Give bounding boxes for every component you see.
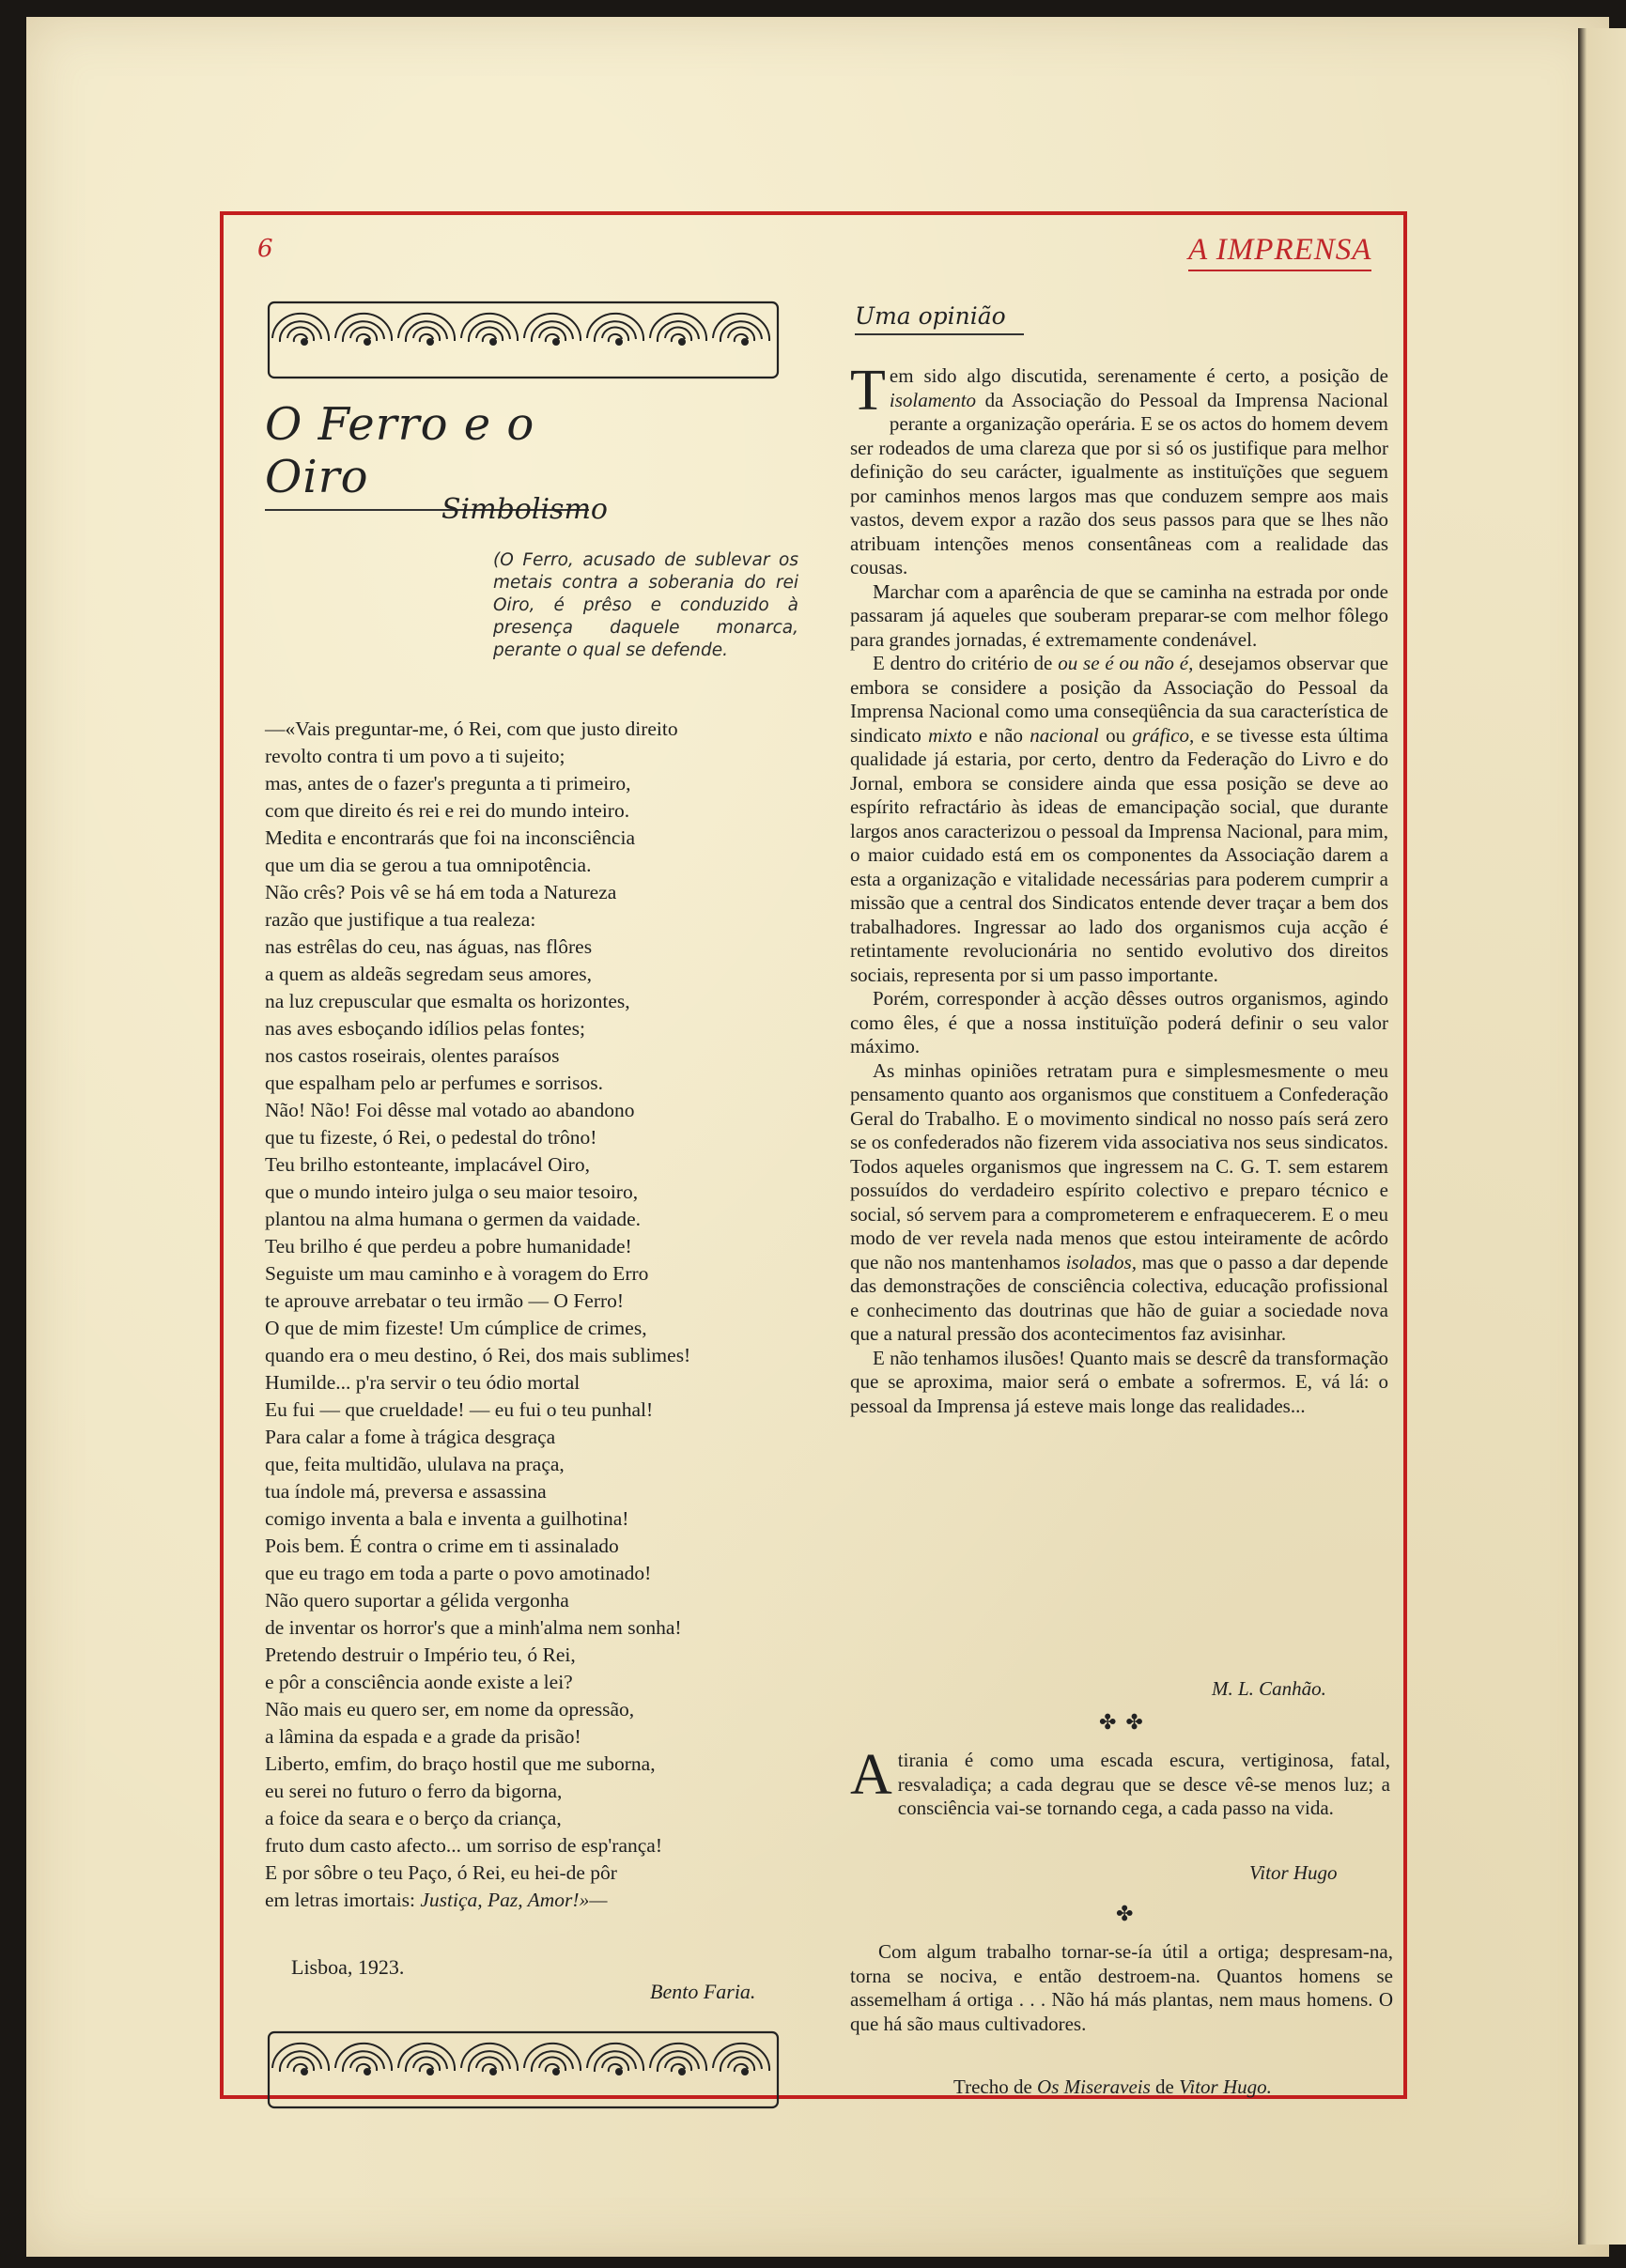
poem-line: a foice da seara e o berço da criança, (265, 1807, 562, 1829)
poem-line: Para calar a fome à trágica desgraça (265, 1426, 556, 1448)
poem-line: eu serei no futuro o ferro da bigorna, (265, 1780, 563, 1802)
rose-icon (461, 314, 518, 345)
rose-icon (587, 2044, 643, 2075)
poem-line: Medita e encontrarás que foi na inconsciência (265, 826, 635, 849)
poem-line: a quem as aldeãs segredam seus amores, (265, 963, 593, 985)
page-number: 6 (257, 235, 273, 263)
nettle-quote: Com algum trabalho tornar-se-ía útil a ortiga; despresam-na, torna se nociva, e então destroem-na. Quantos homens se assemelham á ortiga . . . Não há más plantas, nem maus homens. O que há são maus cultivadores. (850, 1940, 1393, 2035)
poem-line: de inventar os horror's que a minh'alma nem sonha! (265, 1616, 682, 1639)
poem-line: O que de mim fizeste! Um cúmplice de crimes, (265, 1317, 647, 1339)
fleuron-icon: ✤ (1116, 1903, 1143, 1926)
rose-icon (587, 314, 643, 345)
poem-line: quando era o meu destino, ó Rei, dos mais sublimes! (265, 1344, 691, 1366)
rose-ornament-band-bottom (265, 2029, 782, 2111)
tyranny-quote: Atirania é como uma escada escura, vertiginosa, fatal, resvaladiça; a cada degrau que se desce vê-se menos luz; a consciência vai-se tornando cega, a cada passo na vida. (850, 1743, 1390, 1819)
rose-icon (713, 2044, 769, 2075)
poem-line: a lâmina da espada e a grade da prisão! (265, 1725, 581, 1748)
poem-line: te aprouve arrebatar o teu irmão — O Ferro! (265, 1289, 625, 1312)
nettle-quote-source: Trecho de Os Miseraveis de Vitor Hugo. (953, 2075, 1272, 2098)
poem-line: que eu trago em toda a parte o povo amotinado! (265, 1562, 652, 1584)
poem-body (265, 716, 810, 1914)
poem-line: nos castos roseirais, olentes paraísos (265, 1044, 560, 1067)
fleuron-icon: ✤✤ (1099, 1711, 1153, 1735)
poem-subtitle: Simbolismo (441, 493, 608, 526)
poem-line: tua índole má, preversa e assassina (265, 1480, 547, 1503)
poem-line: E por sôbre o teu Paço, ó Rei, eu hei-de pôr (265, 1861, 617, 1884)
next-page-edge (1578, 28, 1626, 2245)
rose-icon (461, 2044, 518, 2075)
poem-line: fruto dum casto afecto... um sorriso de esp'rança! (265, 1834, 662, 1857)
poem-line: nas aves esboçando idílios pelas fontes; (265, 1017, 585, 1040)
essay-paragraph: Porém, corresponder à acção dêsses outros organismos, agindo como êles, é que a nossa instituïção poderá definir o seu valor máximo. (850, 987, 1388, 1057)
rose-icon (335, 2044, 392, 2075)
poem-line: Eu fui — que crueldade! — eu fui o teu punhal! (265, 1398, 654, 1421)
poem-intro: (O Ferro, acusado de sublevar os metais contra a soberania do rei Oiro, é prêso e conduzido à presença daquele monarca, perante o qual se defende. (493, 550, 798, 660)
rose-icon (398, 2044, 455, 2075)
poem-line: com que direito és rei e rei do mundo inteiro. (265, 799, 630, 822)
rose-ornament-band-top (265, 299, 782, 381)
poem-line: na luz crepuscular que esmalta os horizontes, (265, 990, 630, 1012)
poem-line: que um dia se gerou a tua omnipotência. (265, 854, 592, 876)
rose-icon (650, 314, 706, 345)
poem-author: Bento Faria. (650, 1980, 756, 2003)
poem-line: Pretendo destruir o Império teu, ó Rei, (265, 1643, 576, 1666)
poem-line: que tu fizeste, ó Rei, o pedestal do trôno! (265, 1126, 597, 1149)
essay-title: Uma opinião (855, 302, 1024, 335)
poem-line: Seguiste um mau caminho e à voragem do Erro (265, 1262, 649, 1285)
essay-paragraph: Tem sido algo discutida, serenamente é certo, a posição de isolamento da Associação do Pessoal da Imprensa Nacional perante a organização operária. E se os actos do homem devem ser rodeados de uma clareza que por si só os justifique para melhor definição do seu carácter, igualmente as instituïções que seguem por caminhos menos largos mas que conduzem sempre aos mais vastos, devem expor a razão dos seus passos para que se lhes não atribuam intenções menos consentâneas com a realidade das cousas. (850, 359, 1388, 579)
poem-line: que, feita multidão, ululava na praça, (265, 1453, 565, 1475)
poem-line: e pôr a consciência aonde existe a lei? (265, 1671, 573, 1693)
poem-line: mas, antes de o fazer's pregunta a ti primeiro, (265, 772, 631, 795)
poem-line: Não mais eu quero ser, em nome da opressão, (265, 1698, 635, 1720)
rose-icon (272, 314, 329, 345)
quote-dropcap: A (850, 1743, 892, 1807)
rose-icon (713, 314, 769, 345)
poem-line: Pois bem. É contra o crime em ti assinalado (265, 1535, 619, 1557)
essay-body (850, 359, 1389, 1418)
poem-line: razão que justifique a tua realeza: (265, 908, 536, 931)
poem-line: plantou na alma humana o germen da vaidade. (265, 1208, 641, 1230)
rose-icon (524, 2044, 581, 2075)
poem-line: em letras imortais: Justiça, Paz, Amor!»— (265, 1889, 608, 1911)
poem-place-date: Lisboa, 1923. (291, 1955, 405, 1979)
poem-line: Teu brilho estonteante, implacável Oiro, (265, 1153, 590, 1176)
poem-line: que espalham pelo ar perfumes e sorrisos. (265, 1072, 604, 1094)
poem-line: comigo inventa a bala e inventa a guilhotina! (265, 1507, 629, 1530)
journal-name: A IMPRENSA (1188, 233, 1371, 271)
essay-paragraph: Marchar com a aparência de que se caminha na estrada por onde passaram já aqueles que souberam preparar-se com melhor fôlego para grandes jornadas, é extremamente condenável. (850, 579, 1388, 651)
rose-icon (524, 314, 581, 345)
poem-line: Não crês? Pois vê se há em toda a Natureza (265, 881, 617, 903)
poem-line: Liberto, emfim, do braço hostil que me suborna, (265, 1752, 656, 1775)
essay-paragraph: As minhas opiniões retratam pura e simplesmesmente o meu pensamento quanto aos organismos que constituem a Confederação Geral do Trabalho. E o movimento sindical no nosso país será zero se os confederados não fizerem vida associativa nos seus sindicatos. Todos aqueles organismos que ingressem na C. G. T. sem estarem possuídos do verdadeiro espírito colectivo e preparo técnico e social, só servem para a comprometerem e enfraquecerem. E o meu modo de ver revela nada menos que estou inteiramente de acôrdo que não nos mantenhamos isolados, mas que o passo a dar depende das demonstrações de consciência colectiva, educação profissional e conhecimento das doutrinas que hão de guiar a sociedade nova que a natural pressão dos acontecimentos faz avisinhar. (850, 1058, 1389, 1345)
poem-title: O Ferro e o Oiro (265, 398, 589, 511)
rose-icon (398, 314, 455, 345)
poem-line: Não quero suportar a gélida vergonha (265, 1589, 569, 1612)
poem-line: nas estrêlas do ceu, nas águas, nas flôres (265, 935, 593, 958)
poem-line: —«Vais preguntar-me, ó Rei, com que justo direito (265, 717, 678, 740)
rose-icon (335, 314, 392, 345)
essay-paragraph: E dentro do critério de ou se é ou não é, desejamos observar que embora se considere a posição da Associação do Pessoal da Imprensa Nacional como uma conseqüência da sua característica de sindicato mixto e não nacional ou gráfico, e se tivesse esta última qualidade já estaria, por certo, dentro da Federação do Livro e do Jornal, embora se considere ainda que essa posição se deve ao espírito refractário às ideas de emancipação social, que durante largos anos caracterizou o pessoal da Imprensa Nacional, para mim, o maior cuidado está em os componentes da Associação darem a esta a organização e vitalidade necessárias para poderem cumprir a missão que a central dos Sindicatos entende dever traçar a bem dos trabalhadores. Ingressar ao lado dos organismos cuja acção é retintamente revolucionária no sentido evolutivo dos direitos sociais, representa por si um passo importante. (850, 652, 1388, 986)
poem-line: Não! Não! Foi dêsse mal votado ao abandono (265, 1099, 635, 1121)
essay-dropcap: T (850, 359, 886, 423)
tyranny-quote-author: Vitor Hugo (1249, 1861, 1338, 1884)
poem-line: Teu brilho é que perdeu a pobre humanidade! (265, 1235, 632, 1257)
essay-signature: M. L. Canhão. (1212, 1677, 1326, 1700)
poem-line: revolto contra ti um povo a ti sujeito; (265, 745, 565, 767)
rose-icon (272, 2044, 329, 2075)
poem-line: que o mundo inteiro julga o seu maior tesoiro, (265, 1180, 639, 1203)
poem-closing-words: Justiça, Paz, Amor!»— (420, 1889, 608, 1911)
rose-icon (650, 2044, 706, 2075)
poem-line: Humilde... p'ra servir o teu ódio mortal (265, 1371, 581, 1394)
essay-paragraph: E não tenhamos ilusões! Quanto mais se descrê da transformação que se aproxima, maior será o embate a sofrermos. E, vá lá: o pessoal da Imprensa já esteve mais longe das realidades... (850, 1346, 1388, 1417)
